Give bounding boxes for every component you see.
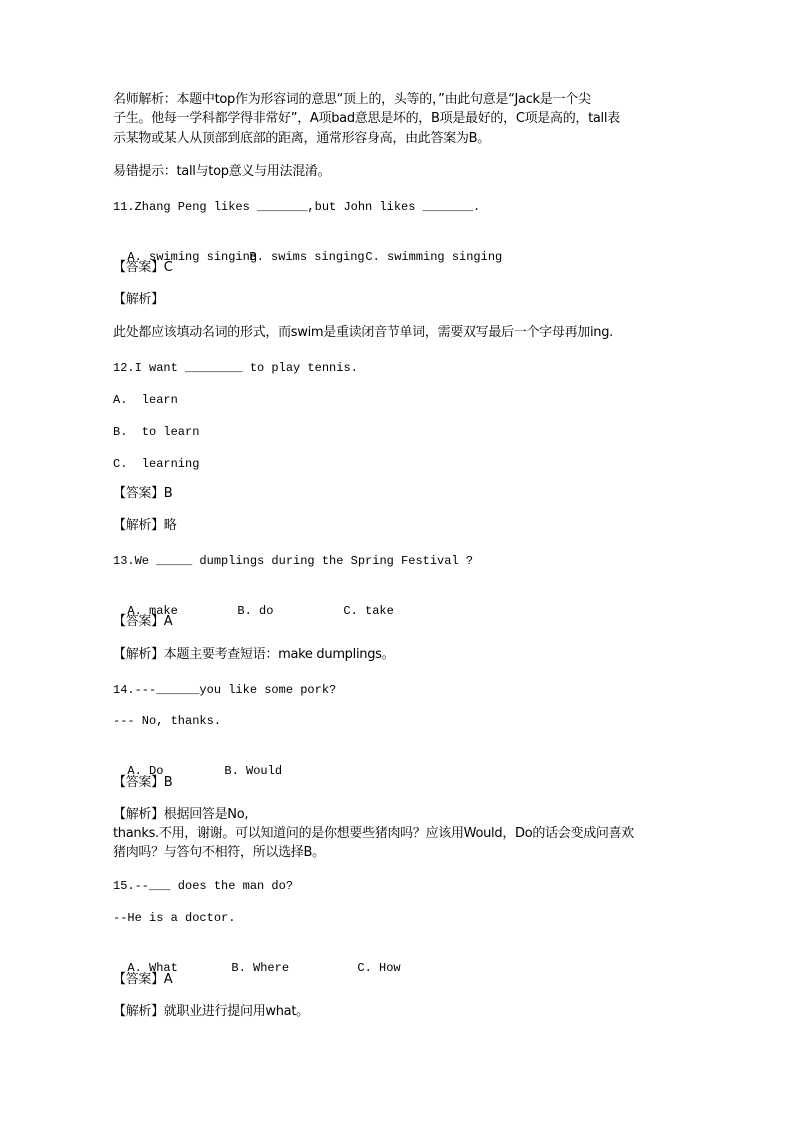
q15-analysis: 【解析】就职业进行提问用what。 bbox=[113, 1004, 309, 1019]
q12-option-a: A. learn bbox=[113, 393, 178, 407]
q13-stem: 13.We _____ dumplings during the Spring Festival ? bbox=[113, 554, 474, 568]
intro-line-2: 子生。他每一学科都学得非常好”，A项bad意思是坏的，B项是最好的，C项是高的，tall表 bbox=[113, 111, 620, 126]
intro-line-1: 名师解析：本题中top作为形容词的意思“顶上的，头等的，”由此句意是“Jack是一个尖 bbox=[113, 92, 591, 107]
q14-analysis-3: 猪肉吗？与答句不相符，所以选择B。 bbox=[113, 845, 325, 860]
q13-options bbox=[113, 584, 394, 618]
q11-stem: 11.Zhang Peng likes _______,but John likes _______. bbox=[113, 200, 481, 214]
q15-option-a: A. What bbox=[127, 961, 178, 975]
q13-option-c: C. take bbox=[343, 604, 394, 618]
q12-answer: 【答案】B bbox=[113, 486, 173, 501]
q15-answer: 【答案】A bbox=[113, 972, 173, 987]
error-tip: 易错提示：tall与top意义与用法混淆。 bbox=[113, 164, 331, 179]
q13-option-b: B. do bbox=[237, 604, 274, 618]
q15-reply: --He is a doctor. bbox=[113, 911, 236, 925]
q12-option-c: C. learning bbox=[113, 457, 200, 471]
q15-options bbox=[113, 941, 401, 975]
q13-option-a: A. make bbox=[127, 604, 178, 618]
q11-option-a: A. swiming singing bbox=[127, 250, 258, 264]
q15-stem: 15.--___ does the man do? bbox=[113, 879, 294, 893]
q13-analysis: 【解析】本题主要考查短语：make dumplings。 bbox=[113, 647, 395, 662]
intro-line-3: 示某物或某人从顶部到底部的距离，通常形容身高，由此答案为B。 bbox=[113, 131, 490, 146]
q14-analysis-2: thanks.不用，谢谢。可以知道问的是你想要些猪肉吗？应该用Would，Do的话会变成问喜欢 bbox=[113, 826, 634, 841]
q15-option-c: C. How bbox=[357, 961, 401, 975]
q14-options bbox=[113, 744, 283, 778]
q14-stem: 14.---______you like some pork? bbox=[113, 683, 337, 697]
q14-analysis-1: 【解析】根据回答是No, bbox=[113, 807, 249, 822]
q14-reply: --- No, thanks. bbox=[113, 714, 222, 728]
q14-answer: 【答案】B bbox=[113, 775, 173, 790]
q11-option-b: B. swims singing bbox=[249, 250, 365, 264]
q11-options bbox=[113, 230, 503, 264]
q11-analysis-label: 【解析】 bbox=[113, 292, 164, 307]
q14-option-a: A. Do bbox=[127, 764, 164, 778]
q14-option-b: B. Would bbox=[224, 764, 283, 778]
q12-option-b: B. to learn bbox=[113, 425, 200, 439]
q15-option-b: B. Where bbox=[231, 961, 290, 975]
q11-analysis: 此处都应该填动名词的形式，而swim是重读闭音节单词，需要双写最后一个字母再加ing. bbox=[113, 325, 614, 340]
q11-option-c: C. swimming singing bbox=[365, 250, 503, 264]
q13-answer: 【答案】A bbox=[113, 614, 173, 629]
q12-analysis: 【解析】略 bbox=[113, 518, 177, 533]
q12-stem: 12.I want ________ to play tennis. bbox=[113, 361, 358, 375]
q11-answer: 【答案】C bbox=[113, 260, 173, 275]
